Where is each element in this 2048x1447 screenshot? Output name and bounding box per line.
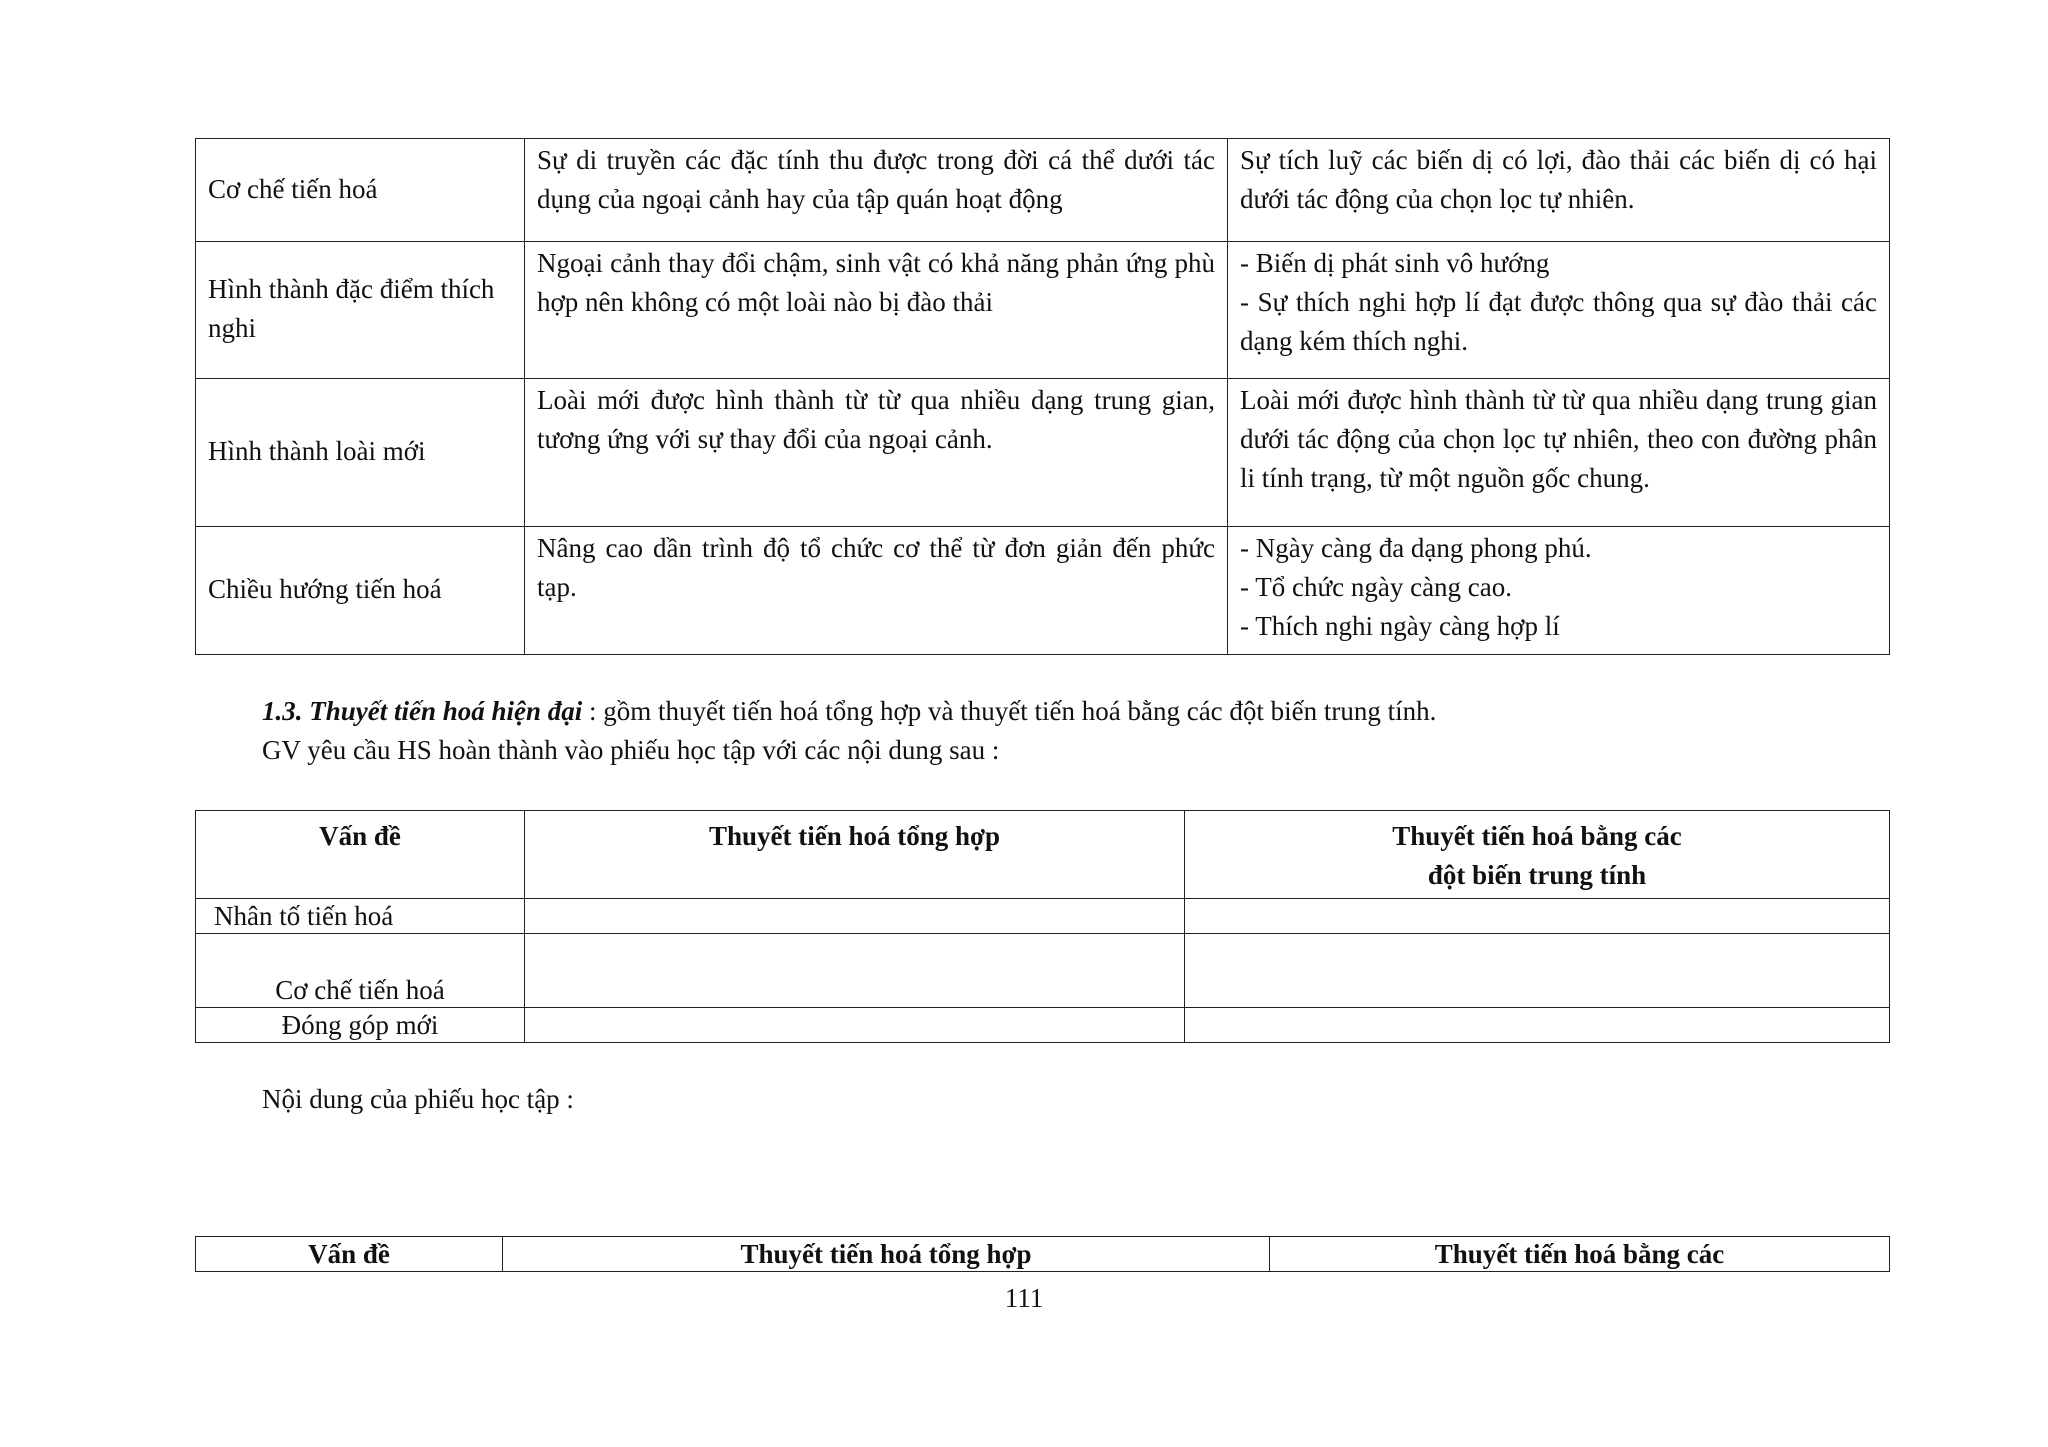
header-issue: Vấn đề: [196, 1237, 503, 1272]
worksheet-label: Nội dung của phiếu học tập :: [262, 1084, 574, 1114]
empty-cell: [1185, 934, 1890, 1008]
table-row: [196, 527, 1890, 655]
empty-cell: [1185, 1008, 1890, 1043]
table-row: [196, 139, 1890, 242]
header-neutral-theory: Thuyết tiến hoá bằng các: [1270, 1237, 1890, 1272]
lamarck-cell: Sự di truyền các đặc tính thu được trong đời cá thể dưới tác dụng của ngoại cảnh hay của tập quán hoạt động: [525, 139, 1228, 242]
row-label: Nhân tố tiến hoá: [196, 899, 525, 934]
lamarck-cell: Loài mới được hình thành từ từ qua nhiều dạng trung gian, tương ứng với sự thay đổi của ngoại cảnh.: [525, 379, 1228, 527]
header-issue: Vấn đề: [196, 811, 525, 899]
instruction-text: GV yêu cầu HS hoàn thành vào phiếu học tập với các nội dung sau :: [262, 735, 1000, 765]
table-row: [196, 899, 1890, 934]
worksheet-table: [195, 810, 1890, 1043]
issue-cell: Hình thành đặc điểm thích nghi: [196, 242, 525, 379]
darwin-cell: Loài mới được hình thành từ từ qua nhiều dạng trung gian dưới tác động của chọn lọc tự nhiên, theo con đường phân li tính trạng, từ một nguồn gốc chung.: [1228, 379, 1890, 527]
issue-cell: Hình thành loài mới: [196, 379, 525, 527]
table-row: [196, 934, 1890, 1008]
row-label: Đóng góp mới: [196, 1008, 525, 1043]
darwin-line: - Biến dị phát sinh vô hướng: [1240, 248, 1550, 278]
table-header-row: [196, 811, 1890, 899]
issue-cell: Chiều hướng tiến hoá: [196, 527, 525, 655]
section-heading: [262, 692, 1436, 731]
header-neutral-theory: Thuyết tiến hoá bằng các đột biến trung tính: [1185, 811, 1890, 899]
darwin-line: - Thích nghi ngày càng hợp lí: [1240, 611, 1560, 641]
table-header-row: [196, 1237, 1890, 1272]
table-row: [196, 242, 1890, 379]
section-heading-text: : gồm thuyết tiến hoá tổng hợp và thuyết tiến hoá bằng các đột biến trung tính.: [582, 696, 1437, 726]
darwin-line: - Tổ chức ngày càng cao.: [1240, 572, 1513, 602]
lamarck-cell: Ngoại cảnh thay đổi chậm, sinh vật có khả năng phản ứng phù hợp nên không có một loài nào bị đào thải: [525, 242, 1228, 379]
worksheet-content-table: [195, 1236, 1890, 1272]
comparison-table: [195, 138, 1890, 655]
table-row: [196, 379, 1890, 527]
darwin-cell: Sự tích luỹ các biến dị có lợi, đào thải các biến dị có hại dưới tác động của chọn lọc tự nhiên.: [1228, 139, 1890, 242]
row-label: Cơ chế tiến hoá: [196, 934, 525, 1008]
lamarck-cell: Nâng cao dần trình độ tổ chức cơ thể từ đơn giản đến phức tạp.: [525, 527, 1228, 655]
issue-cell: Cơ chế tiến hoá: [196, 139, 525, 242]
darwin-cell: [1228, 242, 1890, 379]
empty-cell: [525, 934, 1185, 1008]
empty-cell: [525, 1008, 1185, 1043]
darwin-cell: [1228, 527, 1890, 655]
empty-cell: [525, 899, 1185, 934]
page-number: 111: [1004, 1283, 1044, 1313]
darwin-line: - Ngày càng đa dạng phong phú.: [1240, 533, 1592, 563]
header-synthetic-theory: Thuyết tiến hoá tổng hợp: [525, 811, 1185, 899]
table-row: [196, 1008, 1890, 1043]
darwin-line: - Sự thích nghi hợp lí đạt được thông qua sự đào thải các dạng kém thích nghi.: [1240, 287, 1877, 356]
section-heading-title: 1.3. Thuyết tiến hoá hiện đại: [262, 696, 583, 726]
header-synthetic-theory: Thuyết tiến hoá tổng hợp: [503, 1237, 1270, 1272]
empty-cell: [1185, 899, 1890, 934]
